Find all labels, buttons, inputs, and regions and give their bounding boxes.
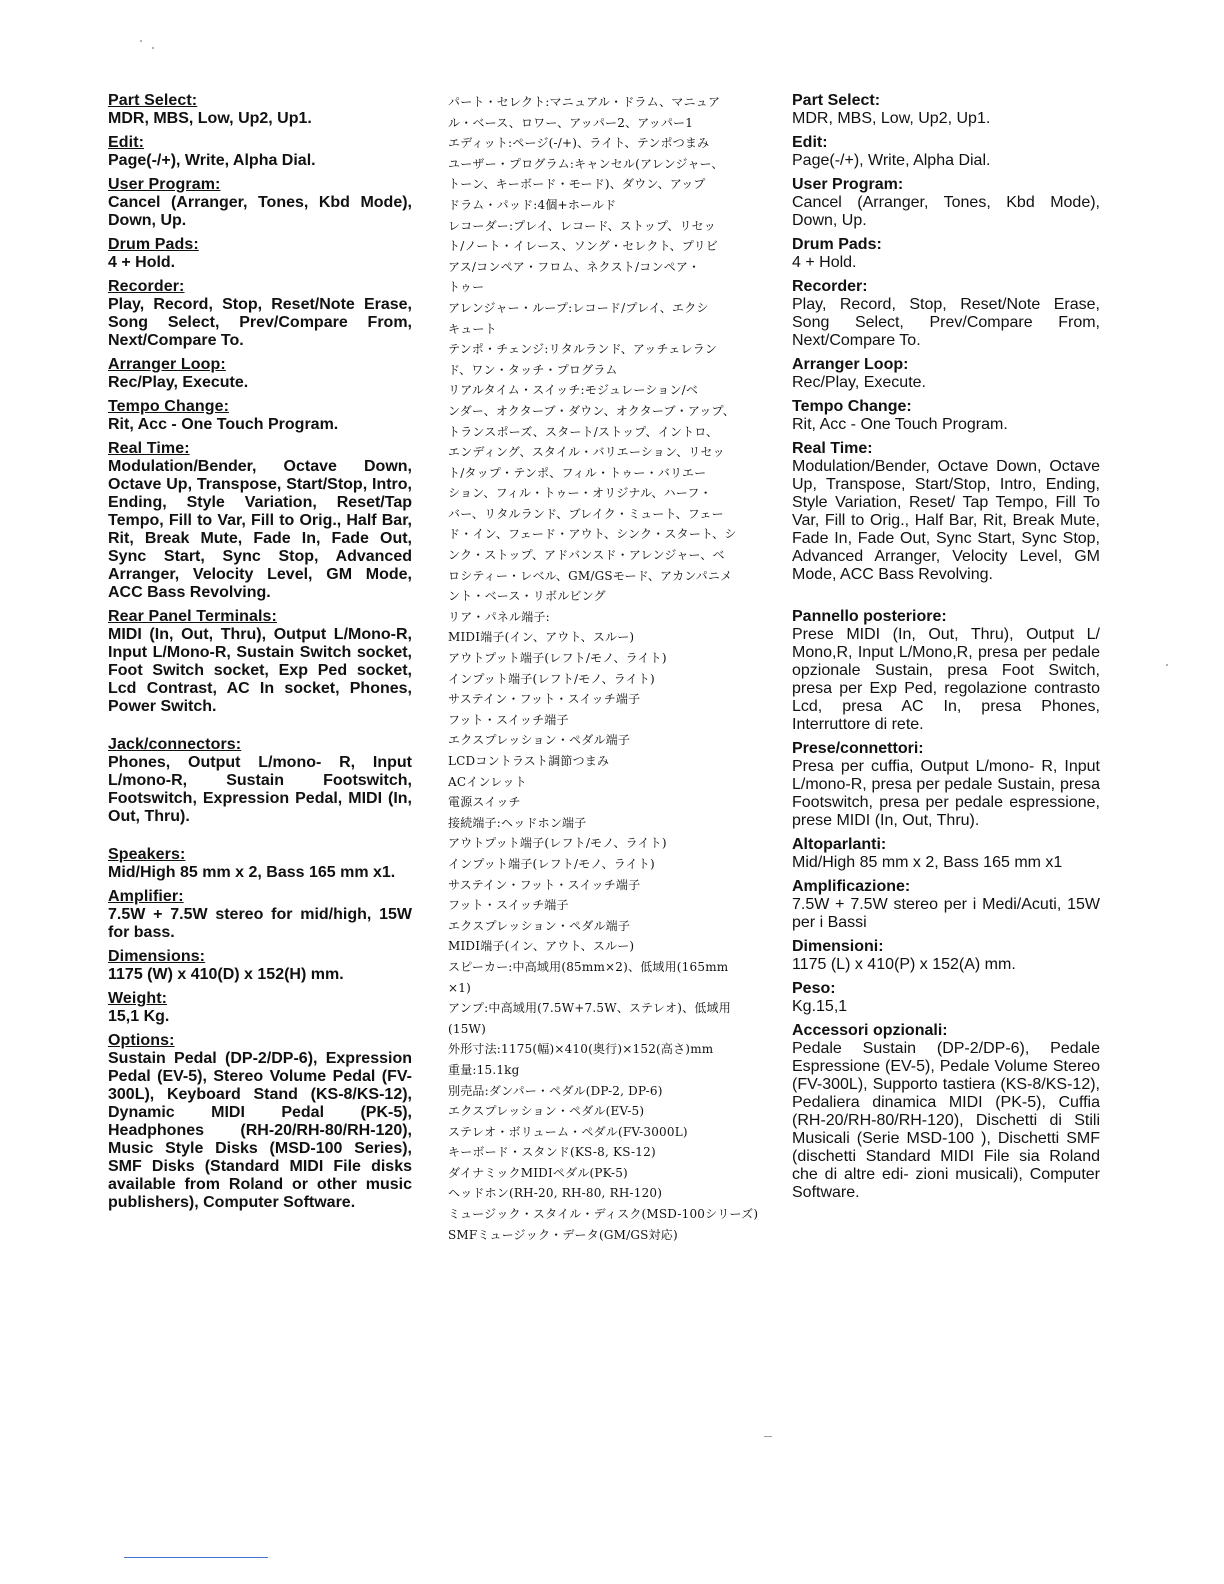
jp-spec-line: ド・イン、フェード・アウト、シンク・スタート、シ (448, 527, 737, 542)
spec-heading: Jack/connectors: (108, 736, 242, 753)
spec-section-jack-connectors (108, 736, 412, 826)
spec-heading: Recorder: (108, 278, 185, 295)
spec-section-part-select (792, 92, 1100, 128)
jp-spec-line: ドラム・パッド:4個+ホールド (448, 197, 617, 212)
spec-body: Pedale Sustain (DP-2/DP-6), Pedale Espressione (EV-5), Pedale Volume Stereo (FV-300L), Supporto tastiera (KS-8/KS-12), Pedaliera dinamica MIDI (PK-5), Cuffia (RH-20/RH-80/RH-120), Dischetti di Stili Musicali (Serie MSD-100 ), Dischetti SMF (dischetti Standard MIDI File sia Roland che di altre edi- zioni musicali), Computer Software. (792, 1040, 1100, 1201)
spec-heading: Pannello posteriore: (792, 608, 947, 625)
scan-speck (1166, 664, 1168, 666)
spec-heading: Accessori opzionali: (792, 1022, 948, 1039)
footer-rule (124, 1557, 268, 1558)
spec-section-altoparlanti (792, 836, 1100, 872)
spec-section-dimensions (108, 948, 412, 984)
spec-section-amplifier (108, 888, 412, 942)
jp-spec-line: インプット端子(レフト/モノ、ライト) (448, 671, 655, 686)
spec-section-part-select (108, 92, 412, 128)
spec-body: 1175 (L) x 410(P) x 152(A) mm. (792, 956, 1016, 973)
spec-section-weight (108, 990, 412, 1026)
spec-section-drum-pads (792, 236, 1100, 272)
jp-spec-line: ACインレット (448, 774, 527, 789)
spec-body: Rit, Acc - One Touch Program. (792, 416, 1008, 433)
spec-body: 7.5W + 7.5W stereo for mid/high, 15W for bass. (108, 906, 412, 941)
spec-body: 1175 (W) x 410(D) x 152(H) mm. (108, 966, 344, 983)
jp-spec-line: ント・ベース・リボルビング (448, 589, 606, 604)
spec-heading: Peso: (792, 980, 836, 997)
jp-spec-line: アウトプット端子(レフト/モノ、ライト) (448, 651, 667, 666)
jp-spec-line: ト/タップ・テンポ、フィル・トゥー・バリエー (448, 465, 707, 480)
spec-body: MIDI (In, Out, Thru), Output L/Mono-R, Input L/Mono-R, Sustain Switch socket, Foot Switch socket, Exp Ped socket, Lcd Contrast, AC In socket, Phones, Power Switch. (108, 626, 412, 715)
japanese-specs-column (448, 92, 764, 1245)
jp-spec-line: エクスプレッション・ペダル(EV-5) (448, 1104, 645, 1119)
scan-speck (140, 40, 142, 42)
spec-heading: Drum Pads: (792, 236, 882, 253)
jp-spec-line: ユーザー・プログラム:キャンセル(アレンジャー、 (448, 156, 724, 171)
jp-spec-line: フット・スイッチ端子 (448, 712, 569, 727)
jp-spec-line: サステイン・フット・スイッチ端子 (448, 692, 641, 707)
spec-section-tempo-change (108, 398, 412, 434)
jp-spec-line: ル・ベース、ロワー、アッパー2、アッパー1 (448, 115, 694, 130)
spec-heading: Altoparlanti: (792, 836, 887, 853)
jp-spec-line: フット・スイッチ端子 (448, 898, 569, 913)
spec-heading: Edit: (792, 134, 828, 151)
spec-heading: Dimensions: (108, 948, 206, 965)
spec-heading: Weight: (108, 990, 168, 1007)
jp-spec-line: 接続端子:ヘッドホン端子 (448, 815, 587, 830)
jp-spec-line: キュート (448, 321, 497, 336)
spec-section-tempo-change (792, 398, 1100, 434)
jp-spec-line: ×1) (448, 980, 471, 995)
scan-speck (152, 47, 154, 49)
jp-spec-line: ンク・ストップ、アドバンスド・アレンジャー、ベ (448, 548, 725, 563)
spec-body: Rec/Play, Execute. (792, 374, 926, 391)
spec-heading: Speakers: (108, 846, 186, 863)
spec-section-recorder (108, 278, 412, 350)
spec-body: Modulation/Bender, Octave Down, Octave Up, Transpose, Start/Stop, Intro, Ending, Style Variation, Reset/Tap Tempo, Fill to Var, Fill to Orig., Half Bar, Rit, Break Mute, Fade In, Fade Out, Sync Start, Sync Stop, Advanced Arranger, Velocity Level, GM Mode, ACC Bass Revolving. (108, 458, 412, 601)
spec-heading: Dimensioni: (792, 938, 884, 955)
spec-section-recorder (792, 278, 1100, 350)
scan-speck (764, 1436, 772, 1437)
jp-spec-line: 別売品:ダンパー・ペダル(DP-2, DP-6) (448, 1083, 663, 1098)
jp-spec-line: テンポ・チェンジ:リタルランド、アッチェレラン (448, 342, 718, 357)
jp-spec-line: ステレオ・ボリューム・ペダル(FV-3000L) (448, 1124, 688, 1139)
spec-body: Kg.15,1 (792, 998, 848, 1015)
jp-spec-line: 重量:15.1kg (448, 1062, 520, 1077)
spec-heading: Drum Pads: (108, 236, 199, 253)
spec-heading: Real Time: (792, 440, 873, 457)
spec-section-options (108, 1032, 412, 1212)
spec-body: 4 + Hold. (792, 254, 857, 271)
spec-section-amplificazione (792, 878, 1100, 932)
spec-heading: Amplificazione: (792, 878, 911, 895)
spec-section-rear-panel (108, 608, 412, 716)
jp-spec-line: 外形寸法:1175(幅)×410(奥行)×152(高さ)mm (448, 1042, 714, 1057)
spec-section-arranger-loop (108, 356, 412, 392)
spec-section-peso (792, 980, 1100, 1016)
spec-body: 15,1 Kg. (108, 1008, 170, 1025)
jp-spec-line: トーン、キーボード・モード)、ダウン、アップ (448, 177, 706, 192)
jp-spec-line: ロシティー・レベル、GM/GSモード、アカンパニメ (448, 568, 733, 583)
jp-spec-line: アンプ:中高域用(7.5W+7.5W、ステレオ)、低域用 (448, 1001, 731, 1016)
spec-heading: Arranger Loop: (792, 356, 909, 373)
spec-heading: Recorder: (792, 278, 868, 295)
jp-spec-line: エクスプレッション・ペダル端子 (448, 733, 631, 748)
english-specs-column (108, 92, 412, 1218)
spec-heading: User Program: (792, 176, 904, 193)
jp-spec-line: サステイン・フット・スイッチ端子 (448, 877, 641, 892)
spec-body: Mid/High 85 mm x 2, Bass 165 mm x1 (792, 854, 1063, 871)
jp-spec-line: 電源スイッチ (448, 795, 521, 810)
spec-body: MDR, MBS, Low, Up2, Up1. (792, 110, 991, 127)
spec-heading: Real Time: (108, 440, 190, 457)
jp-spec-line: ミュージック・スタイル・ディスク(MSD-100シリーズ) (448, 1207, 759, 1222)
jp-spec-line: MIDI端子(イン、アウト、スルー) (448, 939, 635, 954)
spec-section-accessori (792, 1022, 1100, 1202)
spec-heading: Prese/connettori: (792, 740, 924, 757)
jp-spec-line: SMFミュージック・データ(GM/GS対応) (448, 1227, 678, 1242)
spec-heading: Tempo Change: (792, 398, 912, 415)
spec-body: Play, Record, Stop, Reset/Note Erase, Song Select, Prev/Compare From, Next/Compare To. (108, 296, 412, 349)
spec-heading: Amplifier: (108, 888, 184, 905)
italian-specs-column (792, 92, 1100, 1208)
spec-section-user-program (792, 176, 1100, 230)
spec-section-user-program (108, 176, 412, 230)
spec-body: 4 + Hold. (108, 254, 176, 271)
jp-spec-line: トゥー (448, 280, 485, 295)
spec-heading: Rear Panel Terminals: (108, 608, 277, 625)
spec-heading: User Program: (108, 176, 221, 193)
spec-body: Prese MIDI (In, Out, Thru), Output L/ Mono,R, Input L/Mono,R, presa per pedale opzionale Sustain, presa Foot Switch, presa per Exp Ped, regolazione contrasto Lcd, presa AC In, presa Phones, Interruttore di rete. (792, 626, 1100, 733)
spec-heading: Part Select: (108, 92, 198, 109)
jp-spec-line: インプット端子(レフト/モノ、ライト) (448, 856, 655, 871)
jp-spec-line: ト/ノート・イレース、ソング・セレクト、プリビ (448, 239, 719, 254)
jp-spec-line: リア・パネル端子: (448, 609, 550, 624)
spec-body: 7.5W + 7.5W stereo per i Medi/Acuti, 15W per i Bassi (792, 896, 1100, 931)
jp-spec-line: リアルタイム・スイッチ:モジュレーション/ベ (448, 383, 699, 398)
jp-spec-line: バー、リタルランド、ブレイク・ミュート、フェー (448, 506, 724, 521)
spec-body: Play, Record, Stop, Reset/Note Erase, Song Select, Prev/Compare From, Next/Compare To. (792, 296, 1100, 349)
spec-heading: Options: (108, 1032, 175, 1049)
spec-heading: Part Select: (792, 92, 881, 109)
spec-section-pannello-posteriore (792, 608, 1100, 734)
jp-spec-line: アレンジャー・ループ:レコード/プレイ、エクシ (448, 300, 709, 315)
spec-section-real-time (792, 440, 1100, 584)
spec-body: Modulation/Bender, Octave Down, Octave Up, Transpose, Start/Stop, Intro, Ending, Style Variation, Reset/ Tap Tempo, Fill To Var, Fill to Orig., Half Bar, Rit, Break Mute, Fade In, Fade Out, Sync Start, Sync Stop, Advanced Arranger, Velocity Level, GM Mode, ACC Bass Revolving. (792, 458, 1100, 583)
spec-section-dimensioni (792, 938, 1100, 974)
spec-section-edit (792, 134, 1100, 170)
spec-section-real-time (108, 440, 412, 602)
jp-spec-line: レコーダー:プレイ、レコード、ストップ、リセッ (448, 218, 716, 233)
spec-body: Page(-/+), Write, Alpha Dial. (108, 152, 316, 169)
jp-spec-line: ション、フィル・トゥー・オリジナル、ハーフ・ (448, 486, 712, 501)
spec-section-prese-connettori (792, 740, 1100, 830)
jp-spec-line: ンダー、オクターブ・ダウン、オクターブ・アップ、 (448, 403, 735, 418)
spec-section-speakers (108, 846, 412, 882)
spec-section-arranger-loop (792, 356, 1100, 392)
spec-body: Sustain Pedal (DP-2/DP-6), Expression Pedal (EV-5), Stereo Volume Pedal (FV-300L), Keyboard Stand (KS-8/KS-12), Dynamic MIDI Pedal (PK-5), Headphones (RH-20/RH-80/RH-120), Music Style Disks (MSD-100 Series), SMF Disks (Standard MIDI File disks available from Roland or other music publishers), Computer Software. (108, 1050, 412, 1211)
jp-spec-line: キーボード・スタンド(KS-8, KS-12) (448, 1145, 656, 1160)
jp-spec-line: ヘッドホン(RH-20, RH-80, RH-120) (448, 1186, 663, 1201)
jp-spec-line: MIDI端子(イン、アウト、スルー) (448, 630, 635, 645)
spec-body: Phones, Output L/mono- R, Input L/mono-R, Sustain Footswitch, Footswitch, Expression Pedal, MIDI (In, Out, Thru). (108, 754, 412, 825)
spec-body: MDR, MBS, Low, Up2, Up1. (108, 110, 312, 127)
jp-spec-line: エクスプレッション・ペダル端子 (448, 918, 631, 933)
jp-spec-line: アウトプット端子(レフト/モノ、ライト) (448, 836, 667, 851)
jp-spec-line: アス/コンペア・フロム、ネクスト/コンペア・ (448, 259, 701, 274)
jp-spec-line: ダイナミックMIDIペダル(PK-5) (448, 1165, 628, 1180)
jp-spec-line: ド、ワン・タッチ・プログラム (448, 362, 618, 377)
jp-spec-line: LCDコントラスト調節つまみ (448, 754, 610, 768)
spec-body: Cancel (Arranger, Tones, Kbd Mode), Down, Up. (108, 194, 412, 229)
spec-heading: Edit: (108, 134, 145, 151)
jp-spec-line: エンディング、スタイル・バリエーション、リセッ (448, 445, 725, 460)
jp-spec-line: トランスポーズ、スタート/ストップ、イントロ、 (448, 424, 719, 439)
spec-body: Mid/High 85 mm x 2, Bass 165 mm x1. (108, 864, 396, 881)
spec-section-edit (108, 134, 412, 170)
spec-body: Rit, Acc - One Touch Program. (108, 416, 339, 433)
jp-spec-line: エディット:ページ(-/+)、ライト、テンポつまみ (448, 136, 710, 151)
jp-spec-line: パート・セレクト:マニュアル・ドラム、マニュア (448, 95, 721, 109)
spec-body: Page(-/+), Write, Alpha Dial. (792, 152, 991, 169)
spec-heading: Tempo Change: (108, 398, 230, 415)
jp-spec-line: スピーカー:中高域用(85mm×2)、低域用(165mm (448, 959, 729, 974)
jp-spec-line: (15W) (448, 1021, 486, 1036)
spec-body: Presa per cuffia, Output L/mono- R, Input L/mono-R, presa per pedale Sustain, presa Footswitch, presa per pedale espressione, prese MIDI (In, Out, Thru). (792, 758, 1100, 829)
spec-body: Rec/Play, Execute. (108, 374, 249, 391)
spec-section-drum-pads (108, 236, 412, 272)
spec-heading: Arranger Loop: (108, 356, 226, 373)
spec-body: Cancel (Arranger, Tones, Kbd Mode), Down, Up. (792, 194, 1100, 229)
